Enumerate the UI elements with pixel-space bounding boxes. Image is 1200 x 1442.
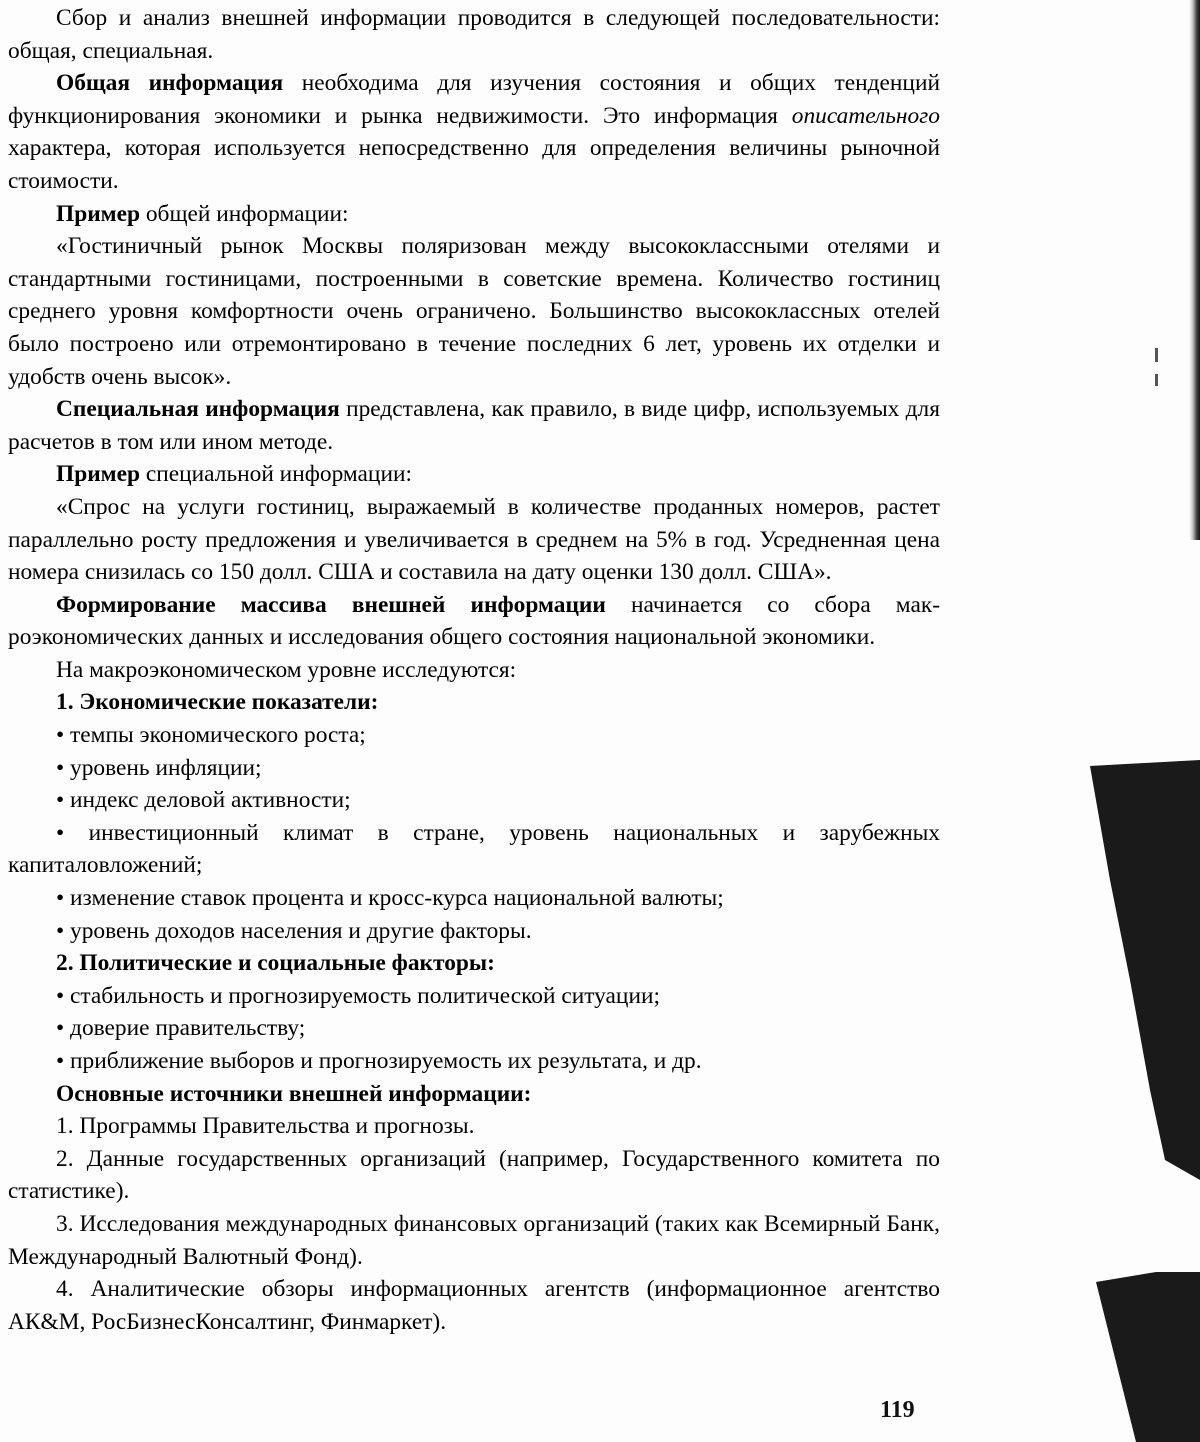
paragraph [8, 393, 940, 458]
paragraph [8, 719, 940, 752]
paragraph [8, 67, 940, 197]
text-run: представлена, как правило, в виде цифр, используемых для расчетов в том или ином методе. [8, 396, 940, 455]
text-run: специальной информации: [140, 461, 412, 488]
text-run: • инвестиционный климат в стране, уровень национальных и зарубежных капиталовложений; [8, 819, 940, 879]
scan-speck [1155, 374, 1158, 386]
paragraph [8, 1045, 940, 1078]
text-run: • индекс деловой активности; [56, 787, 351, 814]
paragraph [8, 915, 940, 948]
text-run: характера, которая используется непосредственно для определения величины рыночной стоимости. [8, 135, 940, 194]
paragraph [8, 458, 940, 491]
text-run: 3. Исследования международных финансовых организаций (таких как Всемирный Банк, Международный Валютный Фонд). [8, 1210, 940, 1270]
scan-speck [1155, 348, 1158, 362]
text-run: • доверие правительству; [56, 1015, 306, 1042]
paragraph [8, 947, 940, 980]
text-run: «Гостиничный рынок Москвы поляризован между высококлассными отелями и стандартными гостиницами, построенными в советские времена. Количество гостиниц среднего уровня комфортности очень ограничено. Большинство высококлассных отелей было построено или отремонтировано в течение последних 6 лет, уровень их отделки и удобств очень высок». [8, 233, 940, 390]
text-run: общей информации: [140, 200, 349, 227]
text-run: • изменение ставок процента и кросс-курса национальной валюты; [56, 885, 724, 912]
paragraph [8, 1012, 940, 1045]
bold-term: Основные источники внешней информации: [56, 1080, 532, 1107]
italic-text: описательного [791, 102, 940, 129]
text-run: • уровень доходов населения и другие факторы. [56, 917, 532, 944]
paragraph [8, 198, 940, 231]
text-run: На макроэкономическом уровне исследуются: [56, 656, 517, 683]
paragraph [8, 1078, 940, 1111]
paragraph [8, 686, 940, 719]
bold-term: 1. Экономические показатели: [56, 689, 379, 716]
paragraph [8, 817, 940, 882]
bold-term: Формирование массива внешней информации [56, 591, 606, 618]
page-text [8, 2, 940, 1338]
text-run: начинается со сбора макроэкономических данных и исследования общего состояния национальной экономики. [8, 591, 940, 651]
scan-edge-shadow [1189, 0, 1200, 540]
text-run: 4. Аналитические обзоры информационных агентств (информационное агентство АК&M, РосБизнесКонсалтинг, Финмаркет). [8, 1276, 940, 1335]
paragraph [8, 654, 940, 687]
paragraph [8, 784, 940, 817]
scan-page-shadow [1090, 760, 1200, 1180]
paragraph [8, 2, 940, 67]
text-run: • стабильность и прогнозируемость политической ситуации; [56, 982, 660, 1009]
bold-term: Специальная информация [56, 396, 340, 423]
paragraph [8, 491, 940, 589]
text-run: 2. Данные государственных организаций (например, Государственного комитета по статистике). [8, 1145, 940, 1205]
text-run: Сбор и анализ внешней информации проводится в следующей последовательности: общая, специальная. [8, 5, 940, 64]
text-run: • уровень инфляции; [56, 754, 262, 781]
paragraph [8, 1110, 940, 1143]
bold-term: Пример [56, 200, 141, 227]
page-number: 119 [880, 1397, 915, 1423]
paragraph [8, 1273, 940, 1338]
bold-term: Пример [56, 461, 141, 488]
bold-term: 2. Политические и социальные факторы: [56, 950, 495, 977]
text-run: необходима для изучения состояния и общих тенденций функционирования экономики и рынка недвижимости. Это информация [8, 70, 940, 129]
text-run: • приближение выборов и прогнозируемость их результата, и др. [56, 1048, 702, 1074]
text-run: • темпы экономического роста; [56, 722, 366, 749]
paragraph [8, 752, 940, 785]
paragraph [8, 980, 940, 1013]
text-run: 1. Программы Правительства и прогнозы. [56, 1113, 475, 1140]
paragraph [8, 882, 940, 915]
paragraph [8, 589, 940, 654]
paragraph [8, 1208, 940, 1273]
text-run: «Спрос на услуги гостиниц, выражаемый в количестве проданных номеров, растет параллельно росту предложения и увеличивается в среднем на 5% в год. Усредненная цена номера снизилась со 150 долл. США и составила на дату оценки 130 долл. США». [8, 493, 940, 586]
scan-page-shadow [1096, 1272, 1200, 1442]
bold-term: Общая информация [56, 70, 284, 97]
paragraph [8, 1143, 940, 1208]
paragraph [8, 230, 940, 393]
